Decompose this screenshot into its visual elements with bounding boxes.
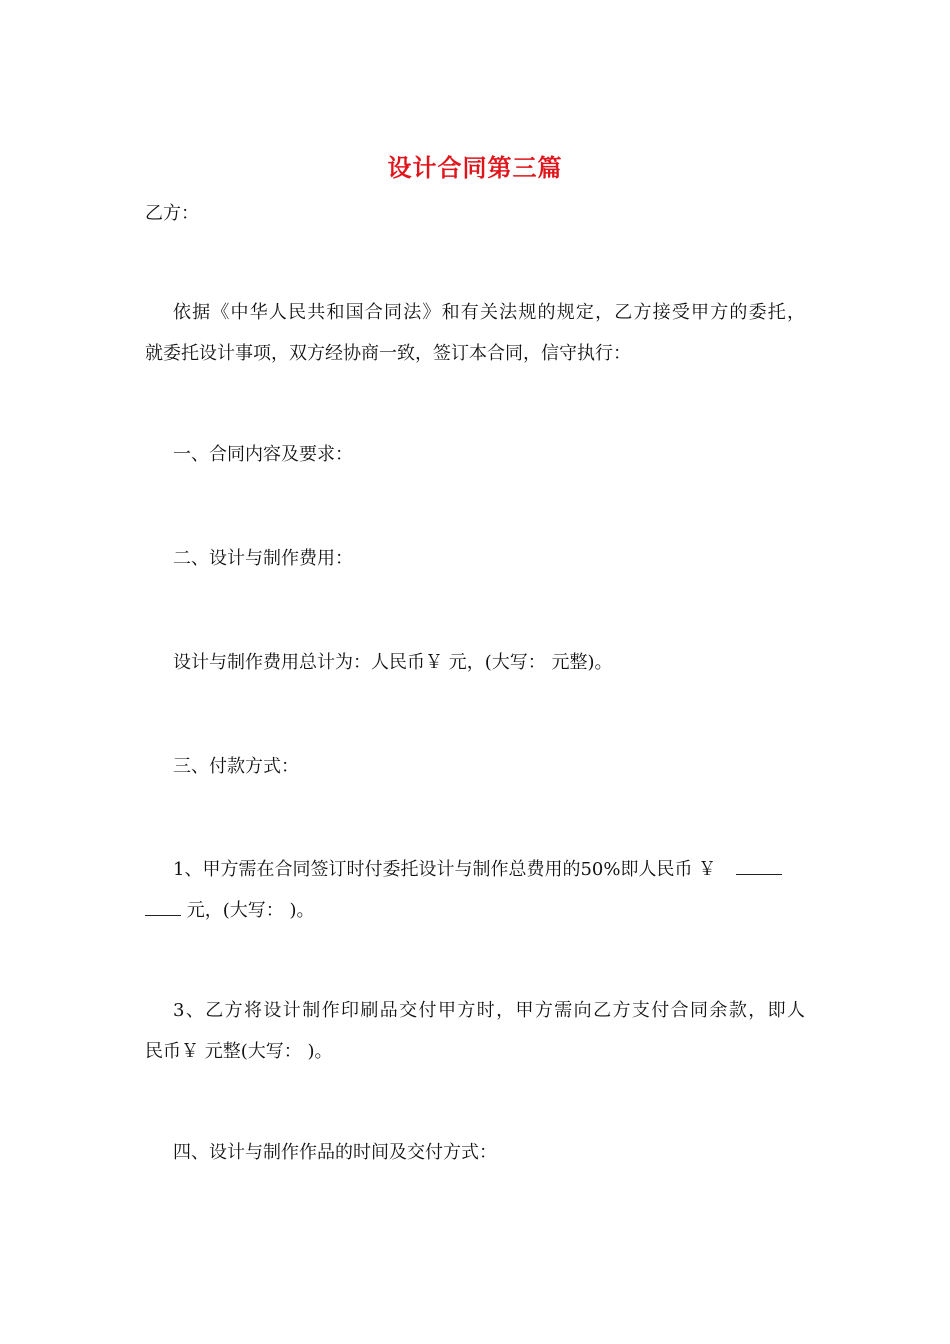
party-b-label: 乙方： — [145, 203, 199, 224]
payment-1-line-1 — [173, 854, 805, 886]
amount-blank-line — [736, 858, 782, 875]
section-3-heading: 三、付款方式： — [173, 756, 299, 777]
section-2-heading: 二、设计与制作费用： — [173, 548, 353, 569]
payment-1-line-2 — [145, 895, 805, 927]
payment-1-text: 1、甲方需在合同签订时付委托设计与制作总费用的50%即人民币 ￥ — [173, 859, 717, 880]
section-1-heading: 一、合同内容及要求： — [173, 444, 353, 465]
document-title: 设计合同第三篇 — [387, 153, 563, 182]
preamble-line-2: 就委托设计事项，双方经协商一致，签订本合同，信守执行： — [145, 343, 631, 364]
payment-3-line-1: 3、乙方将设计制作印刷品交付甲方时，甲方需向乙方支付合同余款，即人 — [173, 1000, 805, 1021]
amount-blank-line-continued — [145, 899, 181, 916]
fee-total-text: 设计与制作费用总计为：人民币￥ 元，(大写： 元整)。 — [173, 652, 613, 673]
preamble-line-1: 依据《中华人民共和国合同法》和有关法规的规定，乙方接受甲方的委托， — [173, 302, 805, 323]
payment-1-text-continued: 元，(大写： )。 — [186, 900, 315, 921]
payment-3-line-2: 民币￥ 元整(大写： )。 — [145, 1041, 333, 1062]
section-4-heading: 四、设计与制作作品的时间及交付方式： — [173, 1142, 497, 1163]
